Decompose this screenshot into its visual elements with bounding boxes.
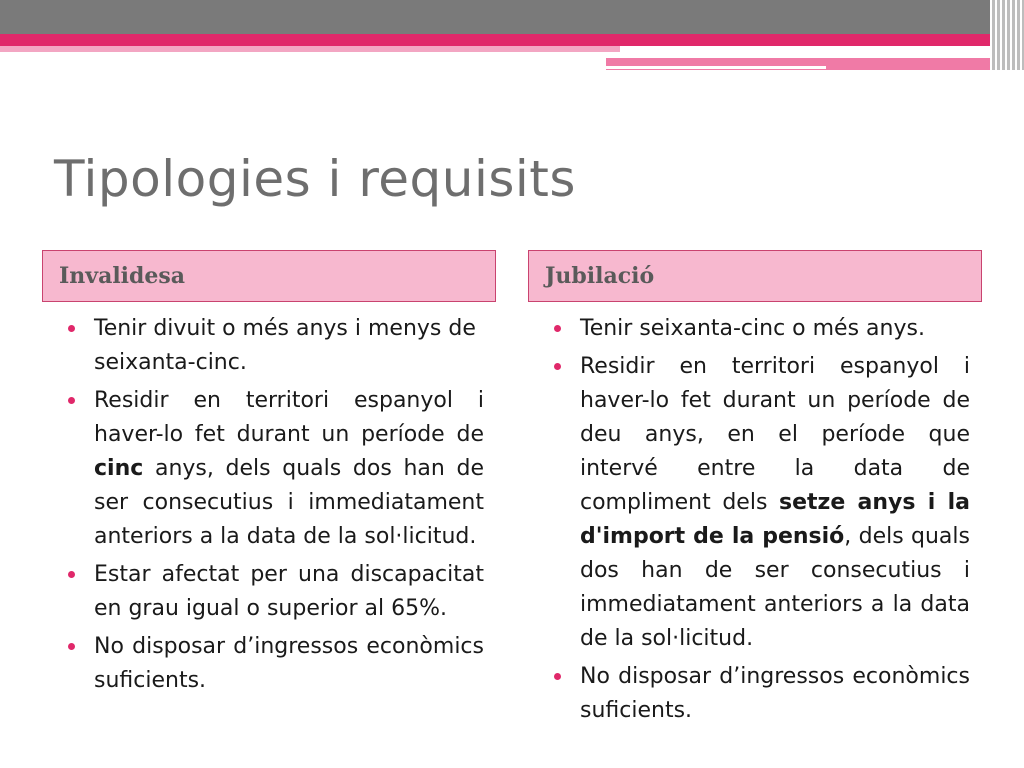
accent-line: [606, 66, 826, 69]
jubilacio-requirements-list: [580, 312, 970, 732]
slide-title: Tipologies i requisits: [54, 150, 576, 208]
invalidesa-requirements-list: [94, 312, 484, 702]
list-item: Residir en territori espanyol i haver-lo fet durant un període de deu anys, en el període que intervé entre la data de compliment dels setze anys i la d'import de la pensió, dels quals dos han de ser consecutius i immediatament anteriors a la data de la sol·licitud.: [580, 350, 970, 656]
accent-line: [606, 52, 1000, 56]
top-gray-band: [0, 0, 1024, 34]
column-header-jubilacio: Jubilació: [528, 250, 982, 302]
list-item: Tenir divuit o més anys i menys de seixanta-cinc.: [94, 312, 484, 380]
top-light-pink-band: [0, 46, 620, 52]
decorative-stripes: [990, 0, 1024, 70]
list-item: Tenir seixanta-cinc o més anys.: [580, 312, 970, 346]
list-item: Residir en territori espanyol i haver-lo fet durant un període de cinc anys, dels quals dos han de ser consecutius i immediatament anteriors a la data de la sol·licitud.: [94, 384, 484, 554]
column-header-invalidesa: Invalidesa: [42, 250, 496, 302]
top-pink-band: [0, 34, 1024, 46]
list-item: No disposar d’ingressos econòmics suficients.: [94, 630, 484, 698]
list-item: Estar afectat per una discapacitat en grau igual o superior al 65%.: [94, 558, 484, 626]
list-item: No disposar d’ingressos econòmics suficients.: [580, 660, 970, 728]
